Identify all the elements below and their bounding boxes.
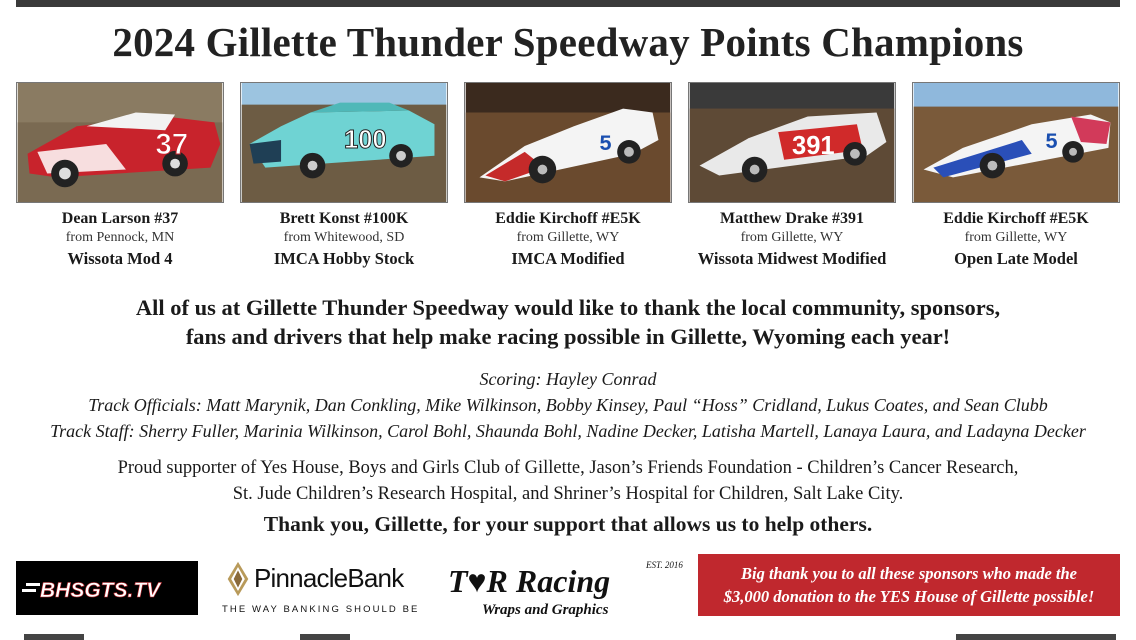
bhs-gts-tv-logo bbox=[16, 561, 198, 615]
driver-hometown: from Gillette, WY bbox=[964, 230, 1068, 245]
sponsor-note-line: $3,000 donation to the YES House of Gillette possible! bbox=[723, 587, 1095, 606]
cropped-logo-fragment bbox=[300, 634, 350, 640]
car-number: 100 bbox=[344, 125, 387, 154]
car-number: 5 bbox=[599, 129, 612, 155]
sponsor-note-line: Big thank you to all these sponsors who made the bbox=[740, 564, 1078, 583]
support-line: Proud supporter of Yes House, Boys and Girls Club of Gillette, Jason’s Friends Foundation - Children’s Cancer Research, bbox=[117, 458, 1019, 478]
tr-racing-logo bbox=[446, 556, 686, 620]
car-number: 37 bbox=[155, 127, 189, 161]
race-car-image bbox=[241, 83, 447, 202]
driver-hometown: from Whitewood, SD bbox=[283, 230, 405, 245]
thanks-message bbox=[0, 293, 1136, 351]
race-class: IMCA Modified bbox=[511, 249, 625, 268]
car-photo bbox=[688, 82, 896, 203]
race-class: IMCA Hobby Stock bbox=[273, 249, 415, 268]
driver-name: Eddie Kirchoff #E5K bbox=[943, 210, 1089, 227]
pinnacle-bank-logo bbox=[222, 558, 434, 618]
cropped-logo-fragment bbox=[24, 634, 84, 640]
champion-card bbox=[464, 82, 672, 271]
pinnacle-bank-name: PinnacleBank bbox=[254, 563, 404, 593]
tr-racing-name: T♥R Racing bbox=[448, 563, 611, 599]
car-photo bbox=[912, 82, 1120, 203]
champion-card bbox=[688, 82, 896, 271]
race-class: Wissota Midwest Modified bbox=[697, 249, 887, 268]
car-photo bbox=[16, 82, 224, 203]
sponsor-donation-note bbox=[698, 554, 1120, 616]
driver-hometown: from Pennock, MN bbox=[65, 230, 175, 245]
car-number: 5 bbox=[1045, 127, 1058, 153]
track-officials-credit: Track Officials: Matt Marynik, Dan Conkling, Mike Wilkinson, Bobby Kinsey, Paul “Hoss” Cridland, Lukus Coates, and Sean Clubb bbox=[88, 395, 1048, 415]
charity-support bbox=[0, 455, 1136, 507]
driver-hometown: from Gillette, WY bbox=[740, 230, 844, 245]
car-number: 391 bbox=[792, 131, 835, 160]
race-car-image bbox=[913, 83, 1119, 202]
tr-est: EST. 2016 bbox=[646, 560, 683, 570]
driver-name: Dean Larson #37 bbox=[61, 210, 179, 227]
car-photo bbox=[464, 82, 672, 203]
race-car-image bbox=[17, 83, 223, 202]
thanks-line: All of us at Gillette Thunder Speedway would like to thank the local community, sponsors, bbox=[135, 295, 1001, 320]
thanks-line: fans and drivers that help make racing possible in Gillette, Wyoming each year! bbox=[185, 324, 951, 349]
race-class: Wissota Mod 4 bbox=[67, 249, 173, 268]
scoring-credit: Scoring: Hayley Conrad bbox=[479, 369, 657, 389]
champion-card bbox=[240, 82, 448, 271]
race-class: Open Late Model bbox=[954, 249, 1078, 268]
champion-card bbox=[912, 82, 1120, 271]
pinnacle-tagline: THE WAY BANKING SHOULD BE bbox=[222, 604, 420, 615]
champion-card bbox=[16, 82, 224, 271]
thank-you-gillette: Thank you, Gillette, for your support that allows us to help others. bbox=[263, 512, 873, 536]
bhs-logo-text: BHSGTS.TV bbox=[40, 579, 161, 602]
driver-hometown: from Gillette, WY bbox=[516, 230, 620, 245]
race-car-image bbox=[465, 83, 671, 202]
staff-credits bbox=[0, 366, 1136, 444]
driver-name: Brett Konst #100K bbox=[279, 210, 409, 227]
race-car-image bbox=[689, 83, 895, 202]
support-line: St. Jude Children’s Research Hospital, and Shriner’s Hospital for Children, Salt Lake City. bbox=[232, 484, 904, 504]
cropped-logo-fragment bbox=[956, 634, 1116, 640]
top-photo-strip bbox=[16, 0, 1120, 7]
driver-name: Eddie Kirchoff #E5K bbox=[495, 210, 641, 227]
track-staff-credit: Track Staff: Sherry Fuller, Marinia Wilkinson, Carol Bohl, Shaunda Bohl, Nadine Decker, Latisha Martell, Lanaya Laura, and Ladayna Decker bbox=[50, 421, 1086, 441]
pinnacle-diamond-icon bbox=[226, 560, 250, 598]
tr-racing-sub: Wraps and Graphics bbox=[482, 602, 609, 618]
driver-name: Matthew Drake #391 bbox=[720, 210, 864, 227]
page-title: 2024 Gillette Thunder Speedway Points Champions bbox=[112, 19, 1024, 65]
car-photo bbox=[240, 82, 448, 203]
